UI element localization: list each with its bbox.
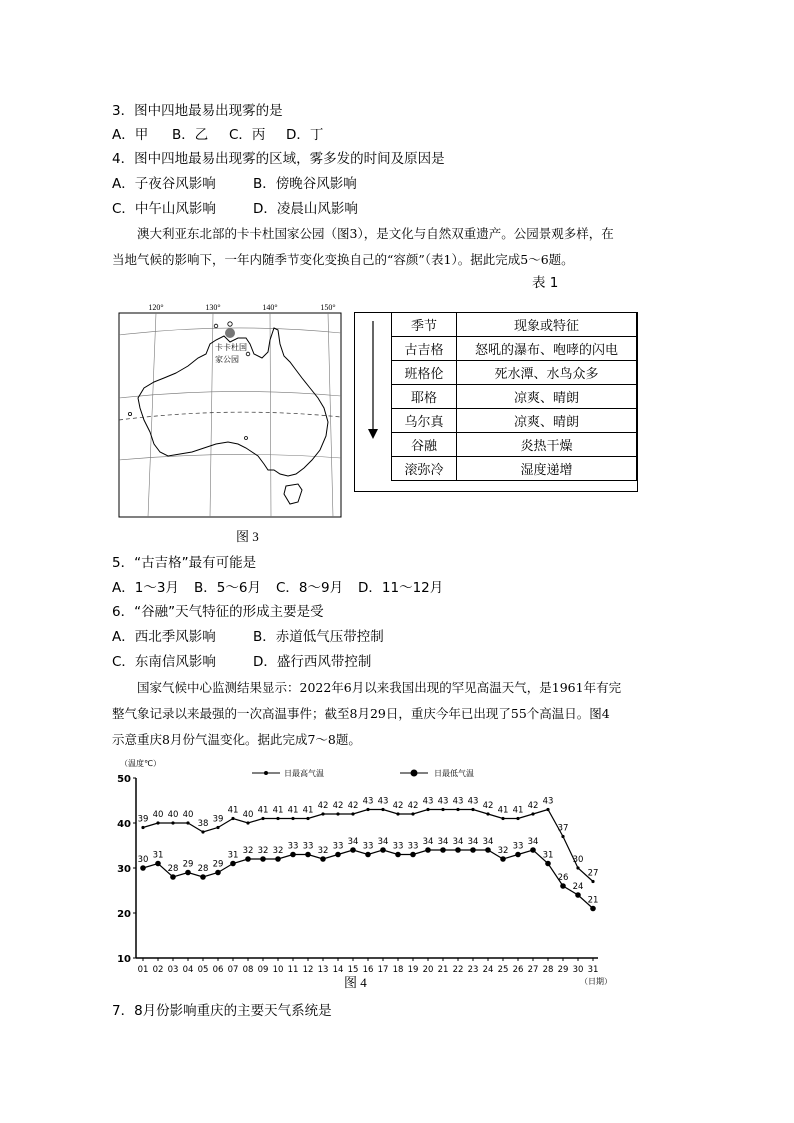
data-label: 43 (377, 796, 389, 807)
series-line-min (143, 850, 593, 909)
data-point (320, 856, 326, 862)
data-label: 32 (497, 846, 509, 856)
q7-stem: 7．8月份影响重庆的主要天气系统是 (112, 1003, 332, 1019)
x-tick-label: 08 (242, 965, 254, 975)
data-point (546, 808, 549, 811)
q3-option-a[interactable]: A．甲 (112, 127, 149, 143)
data-label: 34 (437, 837, 449, 847)
passage-1-line-2: 当地气候的影响下，一年内随季节变化变换自己的“容颜”（表1）。据此完成5～6题。 (112, 252, 574, 267)
data-label: 42 (407, 801, 419, 811)
data-label: 24 (572, 882, 584, 892)
x-tick-label: 27 (527, 965, 539, 975)
q5-stem: 5．“古吉格”最有可能是 (112, 555, 257, 571)
season-name: 耶格 (392, 385, 457, 409)
table-row (392, 409, 637, 433)
q6-options-row2 (112, 653, 371, 671)
data-point (215, 870, 221, 876)
data-point (411, 812, 414, 815)
data-point (516, 817, 519, 820)
data-label: 40 (182, 810, 194, 820)
data-point (560, 883, 566, 889)
data-label: 33 (407, 841, 419, 852)
x-tick-label: 26 (512, 965, 524, 975)
q4-option-a[interactable]: A．子夜谷风影响 (112, 176, 216, 192)
legend-max-label: 日最高气温 (284, 769, 324, 778)
data-label: 42 (482, 801, 494, 811)
data-label: 42 (347, 801, 359, 811)
data-point (230, 861, 236, 867)
x-tick-label: 24 (482, 965, 494, 975)
q3-option-d[interactable]: D．丁 (286, 127, 324, 143)
data-label: 40 (242, 810, 254, 820)
tasmania-outline (284, 484, 302, 504)
x-tick-label: 31 (587, 965, 599, 975)
x-tick-label: 21 (437, 965, 449, 975)
q5-options (112, 579, 443, 597)
passage-2 (112, 675, 688, 753)
data-label: 32 (257, 846, 269, 856)
data-point (455, 847, 461, 853)
data-label: 39 (137, 814, 149, 825)
q5-option-d[interactable]: D．11～12月 (358, 580, 444, 596)
data-label: 43 (437, 796, 449, 807)
lon-label-130: 130° (205, 303, 221, 312)
q6-option-c[interactable]: C．东南信风影响 (112, 654, 216, 670)
x-tick-label: 03 (167, 965, 179, 975)
x-tick-label: 13 (317, 965, 329, 975)
temperature-chart (112, 758, 612, 990)
data-label: 34 (467, 837, 479, 847)
data-point (561, 835, 564, 838)
data-label: 39 (212, 814, 224, 825)
data-point (290, 852, 296, 858)
chart-xlabel: （日期） (580, 977, 612, 986)
data-label: 34 (452, 837, 464, 847)
passage-2-line-3: 示意重庆8月份气温变化。据此完成7～8题。 (112, 732, 361, 747)
table-title: 表 1 (532, 275, 559, 291)
data-label: 31 (542, 850, 554, 861)
q5-option-c[interactable]: C．8～9月 (276, 580, 344, 596)
island-2 (228, 322, 232, 326)
data-label: 43 (542, 796, 554, 807)
data-label: 33 (287, 841, 299, 852)
data-label: 41 (497, 805, 509, 816)
header-season: 季节 (392, 313, 457, 337)
x-tick-label: 01 (137, 965, 149, 975)
passage-2-line-2: 整气象记录以来最强的一次高温事件；截至8月29日，重庆今年已出现了55个高温日。图4 (112, 706, 610, 721)
x-tick-label: 12 (302, 965, 314, 975)
data-label: 31 (152, 850, 164, 861)
x-tick-label: 09 (257, 965, 269, 975)
data-label: 41 (272, 805, 284, 816)
down-arrow-icon (355, 313, 391, 493)
data-label: 33 (392, 841, 404, 852)
park-marker-icon (225, 328, 235, 338)
data-label: 30 (137, 855, 149, 865)
data-point (515, 852, 521, 858)
data-point (201, 830, 204, 833)
data-point (545, 861, 551, 867)
data-label: 31 (227, 850, 239, 861)
passage-1-line-1: 澳大利亚东北部的卡卡杜国家公园（图3），是文化与自然双重遗产。公园景观多样，在 (137, 226, 614, 241)
data-point (410, 852, 416, 858)
y-tick-label: 10 (117, 954, 131, 965)
data-label: 41 (302, 805, 314, 816)
legend-min-label: 日最低气温 (434, 769, 474, 778)
x-tick-label: 22 (452, 965, 464, 975)
data-point (501, 817, 504, 820)
x-tick-label: 14 (332, 965, 344, 975)
q3-stem: 3．图中四地最易出现雾的是 (112, 103, 283, 119)
q4-option-b[interactable]: B．傍晚谷风影响 (253, 176, 357, 192)
data-label: 40 (167, 810, 179, 820)
data-point (170, 874, 176, 880)
data-point (575, 892, 581, 898)
data-point (246, 821, 249, 824)
data-label: 37 (557, 823, 569, 834)
q6-options-row1 (112, 628, 384, 646)
australia-map (118, 300, 342, 518)
chart-series (138, 797, 599, 912)
table-row (392, 385, 637, 409)
data-label: 28 (167, 864, 179, 874)
data-point (141, 826, 144, 829)
data-label: 32 (272, 846, 284, 856)
header-feature: 现象或特征 (457, 313, 637, 337)
data-label: 29 (212, 859, 224, 870)
table-row (392, 457, 637, 481)
table-row (392, 361, 637, 385)
data-point (200, 874, 206, 880)
chart-ylabel: （温度℃） (120, 759, 161, 768)
season-feature: 湿度递增 (457, 457, 637, 481)
data-label: 28 (197, 864, 209, 874)
data-point (305, 852, 311, 858)
data-point (486, 812, 489, 815)
q5-option-b[interactable]: B．5～6月 (194, 580, 261, 596)
x-tick-label: 20 (422, 965, 434, 975)
data-point (186, 821, 189, 824)
x-tick-label: 25 (497, 965, 509, 975)
season-name: 谷融 (392, 433, 457, 457)
season-feature: 死水潭、水鸟众多 (457, 361, 637, 385)
lon-label-150: 150° (320, 303, 336, 312)
season-feature: 凉爽、晴朗 (457, 385, 637, 409)
data-point (471, 808, 474, 811)
park-label-line2: 家公园 (215, 355, 239, 364)
data-label: 30 (572, 855, 584, 865)
data-label: 32 (242, 846, 254, 856)
data-point (156, 821, 159, 824)
data-point (260, 856, 266, 862)
q4-options-row1 (112, 175, 357, 193)
data-point (291, 817, 294, 820)
data-label: 41 (512, 805, 524, 816)
season-table-header (392, 313, 637, 337)
season-name: 滚弥冷 (392, 457, 457, 481)
data-point (365, 852, 371, 858)
q3-option-c[interactable]: C．丙 (229, 127, 266, 143)
data-point (396, 812, 399, 815)
season-name: 班格伦 (392, 361, 457, 385)
data-point (395, 852, 401, 858)
table-row (392, 433, 637, 457)
data-point (576, 866, 579, 869)
data-point (335, 852, 341, 858)
season-feature: 怒吼的瀑布、咆哮的闪电 (457, 337, 637, 361)
data-point (380, 847, 386, 853)
island-1 (214, 324, 218, 328)
data-point (351, 812, 354, 815)
data-point (500, 856, 506, 862)
x-tick-label: 04 (182, 965, 194, 975)
data-point (485, 847, 491, 853)
data-label: 42 (317, 801, 329, 811)
data-label: 34 (422, 837, 434, 847)
x-tick-label: 30 (572, 965, 584, 975)
data-point (530, 847, 536, 853)
table-row (392, 337, 637, 361)
data-label: 32 (317, 846, 329, 856)
data-label: 33 (302, 841, 314, 852)
data-label: 34 (482, 837, 494, 847)
data-point (350, 847, 356, 853)
data-label: 33 (512, 841, 524, 852)
y-tick-label: 50 (117, 774, 131, 785)
data-point (321, 812, 324, 815)
data-label: 34 (527, 837, 539, 847)
data-point (185, 870, 191, 876)
x-tick-label: 06 (212, 965, 224, 975)
q6-stem: 6．“谷融”天气特征的形成主要是受 (112, 604, 324, 620)
x-tick-label: 05 (197, 965, 209, 975)
x-tick-label: 19 (407, 965, 419, 975)
island-5 (245, 437, 248, 440)
data-label: 29 (182, 859, 194, 870)
data-point (590, 906, 596, 912)
data-label: 43 (422, 796, 434, 807)
legend-max-marker (264, 771, 268, 775)
data-label: 33 (362, 841, 374, 852)
x-tick-label: 29 (557, 965, 569, 975)
q4-options-row2 (112, 200, 358, 218)
data-point (245, 856, 251, 862)
data-point (456, 808, 459, 811)
data-label: 42 (332, 801, 344, 811)
q3-option-b[interactable]: B．乙 (172, 127, 209, 143)
chart-caption: 图 4 (344, 975, 367, 990)
data-point (366, 808, 369, 811)
data-label: 21 (587, 895, 599, 906)
data-point (470, 847, 476, 853)
data-label: 41 (287, 805, 299, 816)
season-feature: 凉爽、晴朗 (457, 409, 637, 433)
season-feature: 炎热干燥 (457, 433, 637, 457)
map-caption: 图 3 (236, 529, 259, 544)
q3-options (112, 126, 323, 144)
island-3 (246, 352, 250, 356)
data-label: 41 (227, 805, 239, 816)
x-tick-label: 10 (272, 965, 284, 975)
x-tick-label: 18 (392, 965, 404, 975)
data-point (216, 826, 219, 829)
data-label: 40 (152, 810, 164, 820)
data-point (155, 861, 161, 867)
data-label: 43 (362, 796, 374, 807)
data-point (171, 821, 174, 824)
y-tick-label: 20 (117, 909, 131, 920)
data-point (336, 812, 339, 815)
data-label: 34 (347, 837, 359, 847)
data-point (591, 880, 594, 883)
q6-option-d[interactable]: D．盛行西风带控制 (253, 654, 372, 670)
passage-1 (112, 221, 688, 273)
data-point (381, 808, 384, 811)
legend-min-marker (411, 770, 418, 777)
lon-label-140: 140° (262, 303, 278, 312)
data-label: 33 (332, 841, 344, 852)
data-label: 43 (467, 796, 479, 807)
data-point (426, 808, 429, 811)
data-label: 42 (392, 801, 404, 811)
data-label: 27 (587, 868, 599, 879)
data-label: 34 (377, 837, 389, 847)
data-label: 38 (197, 819, 209, 829)
q4-stem: 4．图中四地最易出现雾的区域，雾多发的时间及原因是 (112, 151, 445, 167)
australia-map-svg (118, 300, 342, 518)
chart-legend (252, 768, 474, 778)
data-point (231, 817, 234, 820)
data-point (261, 817, 264, 820)
data-label: 43 (452, 796, 464, 807)
data-point (276, 817, 279, 820)
x-tick-label: 17 (377, 965, 389, 975)
data-label: 42 (527, 801, 539, 811)
x-tick-label: 02 (152, 965, 164, 975)
season-table-box (354, 312, 638, 492)
y-tick-label: 40 (117, 819, 131, 830)
x-tick-label: 15 (347, 965, 359, 975)
q4-option-c[interactable]: C．中午山风影响 (112, 201, 216, 217)
season-table (391, 312, 637, 481)
data-point (440, 847, 446, 853)
q6-option-b[interactable]: B．赤道低气压带控制 (253, 629, 384, 645)
q5-option-a[interactable]: A．1～3月 (112, 580, 179, 596)
x-tick-label: 28 (542, 965, 554, 975)
data-point (140, 865, 146, 871)
park-label-line1: 卡卡杜国 (215, 343, 247, 352)
data-point (441, 808, 444, 811)
season-name: 古吉格 (392, 337, 457, 361)
q4-option-d[interactable]: D．凌晨山风影响 (253, 201, 358, 217)
y-tick-label: 30 (117, 864, 131, 875)
season-name: 乌尔真 (392, 409, 457, 433)
lon-label-120: 120° (148, 303, 164, 312)
data-label: 41 (257, 805, 269, 816)
passage-2-line-1: 国家气候中心监测结果显示：2022年6月以来我国出现的罕见高温天气，是1961年有完 (137, 680, 622, 695)
data-point (531, 812, 534, 815)
data-point (275, 856, 281, 862)
x-tick-label: 16 (362, 965, 374, 975)
x-tick-label: 07 (227, 965, 239, 975)
q6-option-a[interactable]: A．西北季风影响 (112, 629, 216, 645)
data-point (425, 847, 431, 853)
data-point (306, 817, 309, 820)
x-tick-label: 11 (287, 965, 299, 975)
island-4 (128, 412, 131, 415)
x-tick-label: 23 (467, 965, 479, 975)
data-label: 26 (557, 873, 569, 883)
